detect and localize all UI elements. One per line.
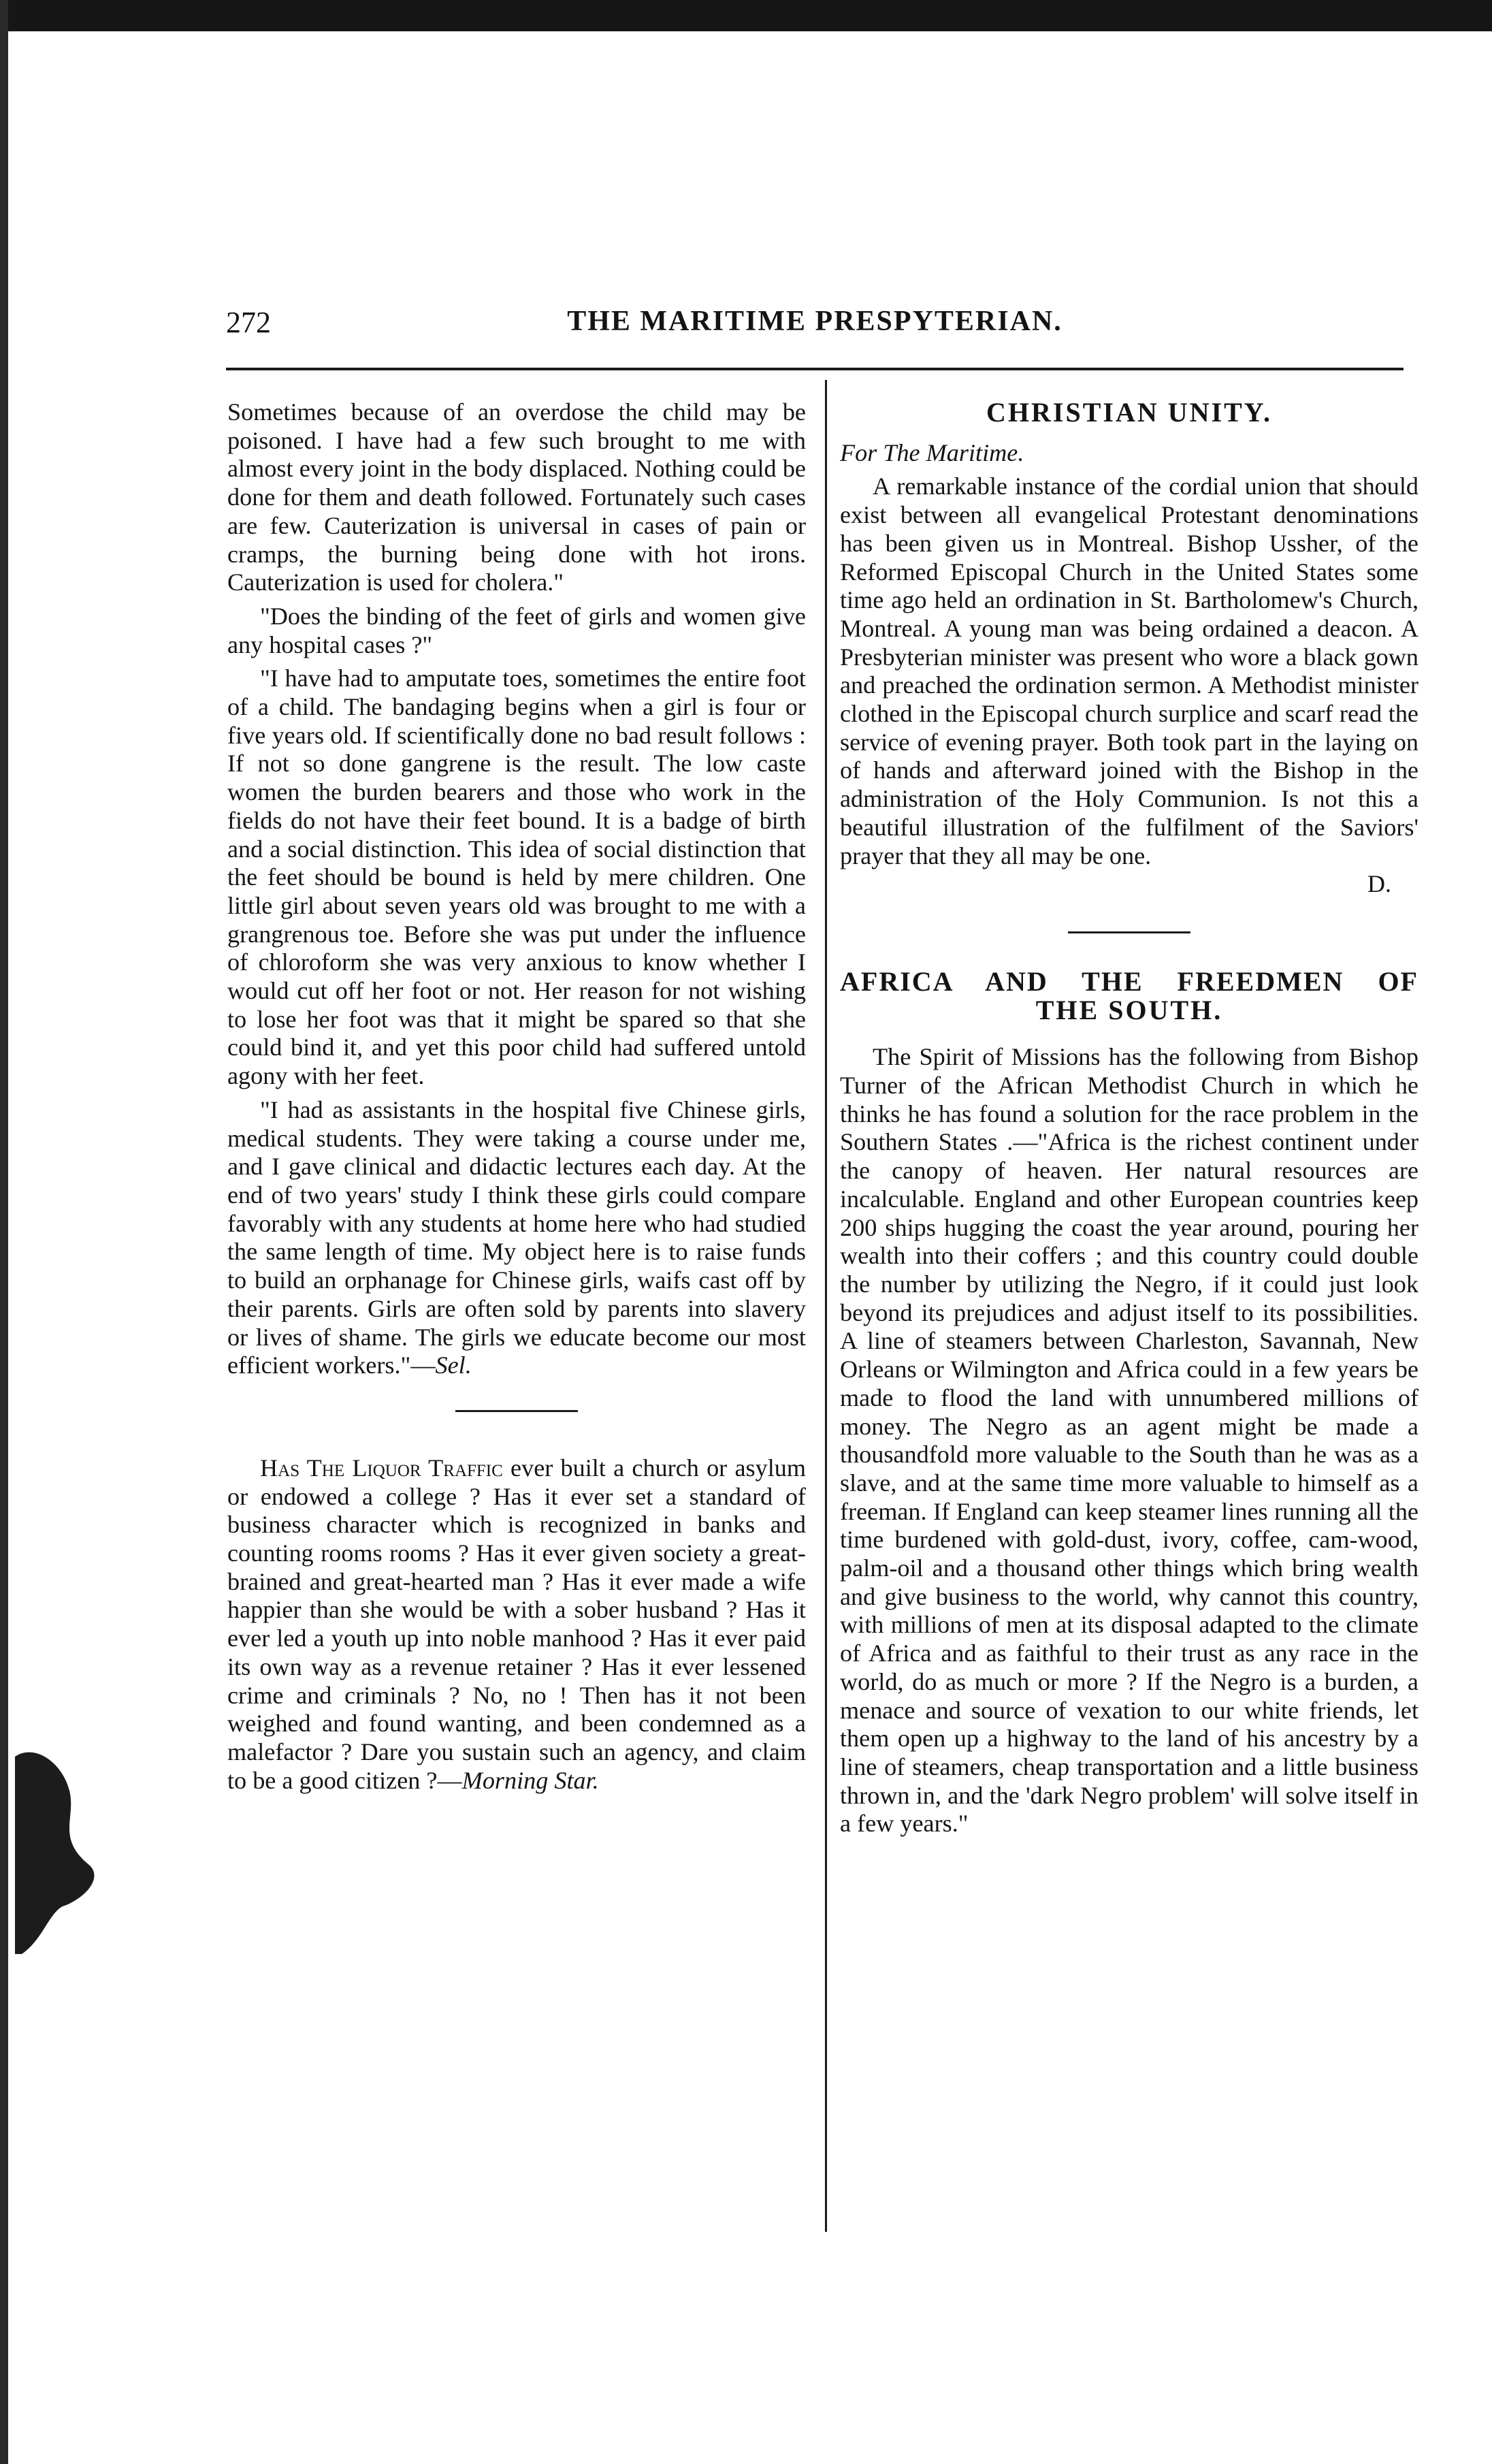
paragraph-foot-binding: "I have had to amputate toes, sometimes the entire foot of a child. The bandaging begins when a girl is four or five years old. If scientifically done no bad result follows : If not so done gangrene is the result. The low caste women the burden bearers and those who work in the fields do not have their feet bound. It is a badge of birth and a social distinction. This idea of social distinction that the feet should be bound is held by mere children. One little girl about seven years old was brought to me with a grangrenous toe. Before she was put under the influence of chloroform she was very anxious to know whether I would cut off her foot or not. Her reason for not wishing to lose her foot was that it might be spared so that she could bind it, and yet this poor child had suffered untold agony with her feet. (227, 665, 806, 1090)
right-column (840, 398, 1418, 1838)
page-header (226, 305, 1404, 353)
paragraph-question: "Does the binding of the feet of girls and women give any hospital cases ?" (227, 602, 806, 658)
signature: D. (1367, 870, 1391, 898)
journal-title: THE MARITIME PRESPYTERIAN. (567, 306, 1063, 337)
paragraph-africa: The Spirit of Missions has the following from Bishop Turner of the African Methodist Church in which he thinks he has found a solution for the race problem in the Southern States .—"Africa is the richest continent under the canopy of heaven. Her natural resources are incalculable. England and other European countries keep 200 ships hugging the coast the year around, pouring her wealth into their coffers ; and this country could double the number by utilizing the Negro, if it could just look beyond its prejudices and adjust itself to its possibilities. A line of steamers between Charleston, Savannah, New Orleans or Wilmington and Africa could in a few years be made to flood the land with unnumbered millions of money. The Negro as an agent might be made a thousandfold more valuable to the South than he was as a slave, and at the same time more valuable to himself as a freeman. If England can keep steamer lines running all the time burdened with gold-dust, ivory, coffee, cam-wood, palm-oil and a thousand other things which bring wealth and give business to the world, why cannot this country, with millions of men at its disposal adapted to the climate of Africa and as faithful to their trust as any race in the world, do as much or more ? If the Negro is a burden, a menace and source of vexation to our white friends, let them open up a highway to the land of his ancestry by a line of steamers, cheap transportation and a little business thrown in, and the 'dark Negro problem' will solve itself in a few years." (840, 1043, 1418, 1838)
article-title-africa-line1: AFRICA AND THE FREEDMEN OF (840, 965, 1418, 997)
attribution-sel: Sel. (435, 1351, 472, 1379)
scan-left-edge (0, 0, 8, 2464)
column-divider (825, 380, 827, 2232)
ink-blot-mark (8, 1743, 110, 1961)
header-rule (226, 368, 1404, 370)
assistants-text: "I had as assistants in the hospital five Chinese girls, medical students. They were taking a course under me, and I gave clinical and didactic lectures each day. At the end of two years' study I think these girls could compare favorably with any students at home here who had studied the same length of time. My object here is to raise funds to build an orphanage for Chinese girls, waifs cast off by their parents. Girls are often sold by parents into slavery or lives of shame. The girls we educate become our most efficient workers."— (227, 1095, 806, 1379)
article-title-unity: CHRISTIAN UNITY. (986, 397, 1272, 428)
paragraph-liquor-traffic (227, 1454, 806, 1795)
paragraph-unity: A remarkable instance of the cordial union that should exist between all evangelical Protestant denominations has been given us in Montreal. Bishop Ussher, of the Reformed Episcopal Church in the United States some time ago held an ordination in St. Bartholomew's Church, Montreal. A young man was being ordained a deacon. A Presbyterian minister was present who wore a black gown and preached the ordination sermon. A Methodist minister clothed in the Episcopal church surplice and scarf read the service of evening prayer. Both took part in the laying on of hands and afterward joined with the Bishop in the administration of the Holy Communion. Is not this a beautiful illustration of the fulfilment of the Saviors' prayer that they all may be one. (840, 473, 1418, 869)
liquor-lead: Has The Liquor Traffic (260, 1454, 503, 1482)
scan-top-border (0, 0, 1492, 31)
section-rule-right (1068, 931, 1190, 933)
liquor-text: ever built a church or asylum or endowed a college ? Has it ever set a standard of business character which is recognized in banks and counting rooms rooms ? Has it ever given society a great-brained and great-hearted man ? Has it ever made a wife happier than she would be with a sober husband ? Has it ever led a youth up into noble manhood ? Has it ever paid its own way as a revenue retainer ? Has it ever lessened crime and criminals ? No, no ! Then has it not been weighed and found wanting, and been condemned as a malefactor ? Dare you sustain such an agency, and claim to be a good citizen ?— (227, 1454, 806, 1794)
paragraph-continuation: Sometimes because of an overdose the child may be poisoned. I have had a few such brought to me with almost every joint in the body displaced. Nothing could be done for them and death followed. Fortunately such cases are few. Cauterization is universal in cases of pain or cramps, the burning being done with hot irons. Cauterization is used for cholera." (227, 398, 806, 596)
section-rule (455, 1410, 578, 1412)
paragraph-assistants (227, 1096, 806, 1380)
attribution-morning-star: Morning Star. (461, 1766, 599, 1794)
left-column (227, 398, 806, 1795)
page-number: 272 (226, 306, 271, 339)
byline: For The Maritime. (840, 438, 1024, 466)
article-title-africa-line2: THE SOUTH. (1035, 994, 1223, 1025)
